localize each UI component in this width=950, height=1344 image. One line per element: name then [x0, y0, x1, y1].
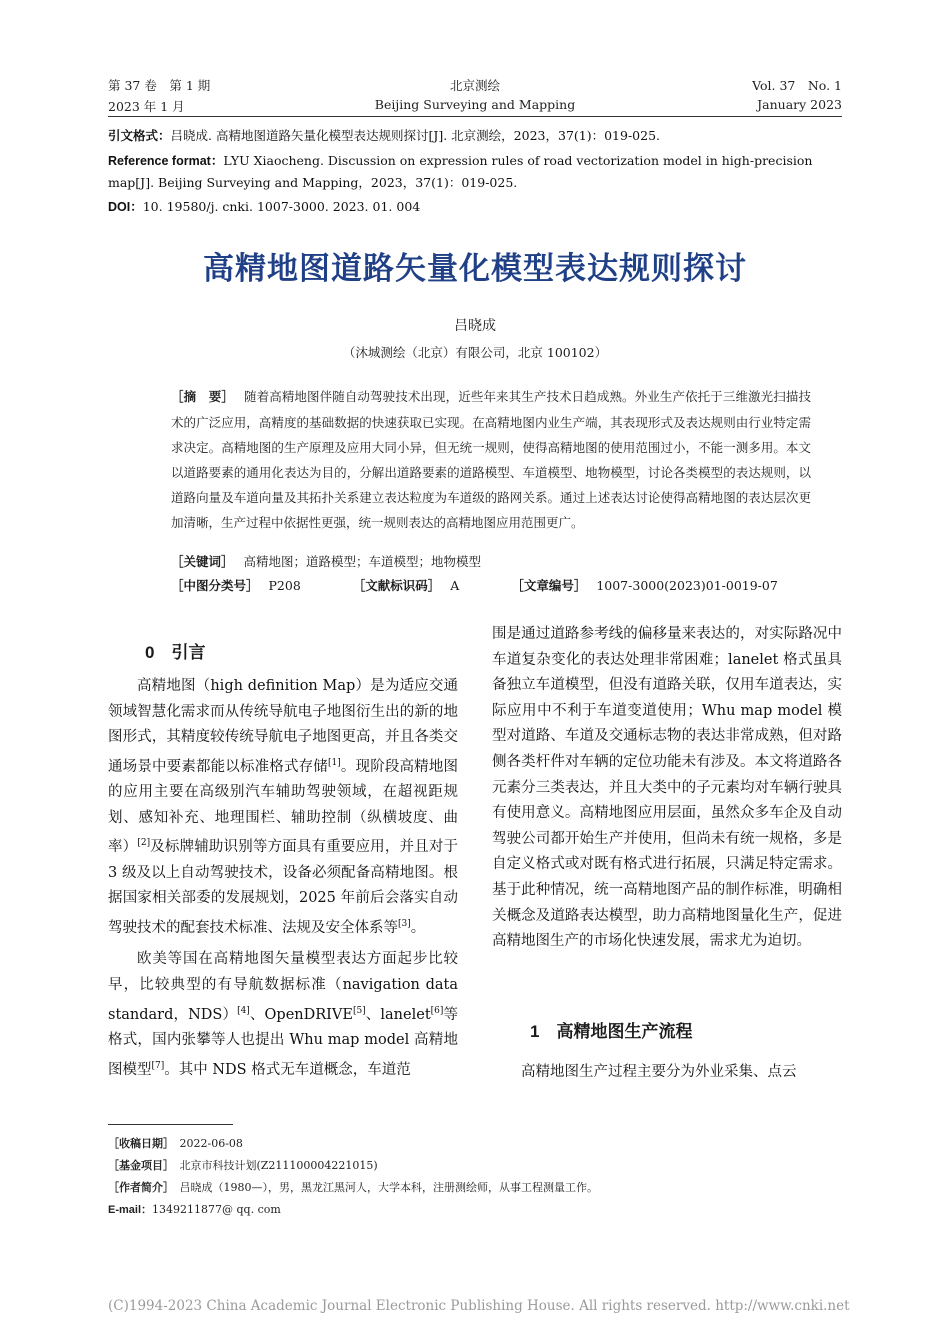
email-label: E-mail： — [108, 1204, 153, 1216]
intro-p2-b: 、OpenDRIVE — [249, 1006, 353, 1023]
doc-code-value: A — [450, 578, 460, 593]
citation-en-label: Reference format： — [108, 154, 224, 168]
section-1-heading: 1 高精地图生产流程 — [530, 1022, 693, 1041]
ref-6: [6] — [430, 1005, 444, 1016]
bio-label: ［作者简介］ — [108, 1182, 169, 1194]
author: 吕晓成 — [454, 318, 496, 334]
bio-value: 吕晓成（1980—），男，黑龙江黑河人，大学本科，注册测绘师，从事工程测量工作。 — [179, 1181, 598, 1194]
intro-p1-c: 及标牌辅助识别等方面具有重要应用，并且对于 3 级及以上自动驾驶技术，设备必须配备高精地图。根据国家相关部委的发展规划，2025 年前后会落实自动驾驶技术的配套技术标准、法规及安全体系等 — [108, 839, 459, 936]
citation-cn — [108, 125, 842, 147]
header-date: 2023 年 1 月 — [108, 99, 185, 114]
abstract — [171, 384, 811, 535]
intro-p1-b: 。现阶段高精地图的应用主要在高级别汽车辅助驾驶领域，在超视距规划、感知补充、地理围栏、辅助控制（纵横坡度、曲率） — [108, 758, 459, 856]
article-no-label: ［文章编号］ — [511, 579, 587, 593]
section-0-heading: 0 引言 — [145, 643, 206, 662]
section-1-paragraph-1: 高精地图生产过程主要分为外业采集、点云 — [521, 1064, 797, 1080]
intro-p1-d: 。 — [410, 919, 426, 936]
left-column — [108, 674, 458, 1083]
footnote-email — [108, 1200, 842, 1220]
ref-1: [1] — [327, 757, 341, 768]
copyright-notice: (C)1994-2023 China Academic Journal Electronic Publishing House. All rights reserved. http://www.cnki.net — [108, 1298, 850, 1314]
header-volume-en: Vol. 37 No. 1 — [752, 78, 842, 93]
citation-cn-label: 引文格式： — [108, 129, 171, 143]
ref-4: [4] — [237, 1005, 250, 1016]
citation-en — [108, 150, 842, 194]
doi — [108, 196, 842, 218]
intro-paragraph-1 — [108, 674, 458, 941]
doi-label: DOI： — [108, 200, 143, 214]
keywords-text: 高精地图；道路模型；车道模型；地物模型 — [243, 554, 482, 569]
received-label: ［收稿日期］ — [108, 1138, 169, 1150]
ref-7: [7] — [151, 1060, 165, 1071]
section-1-body — [492, 1060, 842, 1086]
fund-value: 北京市科技计划(Z211100004221015) — [179, 1159, 378, 1172]
footnote-rule — [108, 1124, 233, 1125]
abstract-text: 随着高精地图伴随自动驾驶技术出现，近些年来其生产技术日趋成熟。外业生产依托于三维激光扫描技术的广泛应用，高精度的基础数据的快速获取已实现。在高精地图内业生产端，其表现形式及表达规则由行业特定需求决定。高精地图的生产原理及应用大同小异，但无统一规则，使得高精地图的使用范围过小，不能一测多用。本文以道路要素的通用化表达为目的，分解出道路要素的道路模型、车道模型、地物模型，讨论各类模型的表达规则，以道路向量及车道向量及其拓扑关系建立表达粒度为车道级的路网关系。通过上述表达讨论使得高精地图的表达层次更加清晰，生产过程中依据性更强，统一规则表达的高精地图应用范围更广。 — [171, 389, 811, 530]
right-column — [492, 622, 842, 955]
intro-p2-a: 欧美等国在高精地图矢量模型表达方面起步比较早，比较典型的有导航数据标准（navigation data standard，NDS） — [108, 951, 458, 1023]
paper-title: 高精地图道路矢量化模型表达规则探讨 — [203, 251, 747, 287]
footnote-received — [108, 1134, 842, 1154]
journal-name-cn: 北京测绘 — [449, 78, 500, 93]
header-date-en: January 2023 — [757, 97, 842, 112]
doi-value: 10. 19580/j. cnki. 1007-3000. 2023. 01. 004 — [142, 199, 421, 214]
fund-label: ［基金项目］ — [108, 1160, 169, 1172]
header-volume: 第 37 卷 第 1 期 — [108, 78, 211, 93]
intro-p2-e: 。其中 NDS 格式无车道概念，车道范 — [164, 1061, 411, 1078]
intro-p2-c: 、lanelet — [365, 1006, 431, 1023]
ref-5: [5] — [352, 1005, 366, 1016]
header-rule — [108, 116, 842, 117]
doc-code-label: ［文献标识码］ — [352, 579, 441, 593]
intro-paragraph-2 — [108, 947, 458, 1083]
keywords-label: ［关键词］ — [171, 555, 234, 569]
footnote-fund — [108, 1156, 842, 1176]
ref-3: [3] — [398, 919, 411, 929]
intro-p2-d: 等格式，国内张攀等人也提出 Whu map model 高精地图模型 — [108, 1006, 459, 1078]
footnote-author-bio — [108, 1178, 842, 1198]
citation-en-text: LYU Xiaocheng. Discussion on expression rules of road vectorization model in high-precision map[J]. Beijing Surveying and Mapping，2023，37(1)：019-025. — [108, 153, 813, 190]
abstract-label: ［摘 要］ — [171, 390, 235, 404]
intro-paragraph-2-cont: 围是通过道路参考线的偏移量来表达的，对实际路况中车道复杂变化的表达处理非常困难；lanelet 格式虽具备独立车道模型，但没有道路关联，仅用车道表达，实际应用中不利于车道变道使用；Whu map model 模型对道路、车道及交通标志物的表达非常成熟，但对路侧各类杆件对车辆的定位功能未有涉及。本文将道路各元素分三类表达，并且大类中的子元素均对车辆行驶具有使用意义。高精地图应用层面，虽然众多车企及自动驾驶公司都开始生产并使用，但尚未有统一规格，多是自定义格式或对既有格式进行拓展，只满足特定需求。基于此种情况，统一高精地图产品的制作标准，明确相关概念及道路表达模型，助力高精地图量化生产，促进高精地图生产的市场化快速发展，需求尤为迫切。 — [492, 626, 842, 950]
ref-2: [2] — [137, 838, 151, 849]
affiliation: （沐城测绘（北京）有限公司，北京 100102） — [342, 345, 608, 360]
classification — [171, 576, 778, 594]
journal-name-en: Beijing Surveying and Mapping — [374, 97, 576, 112]
citation-cn-text: 吕晓成. 高精地图道路矢量化模型表达规则探讨[J]. 北京测绘，2023，37(1)：019-025. — [170, 128, 661, 143]
keywords — [171, 552, 481, 570]
email-value: 1349211877@ qq. com — [152, 1203, 281, 1216]
clc-value: P208 — [268, 578, 301, 593]
article-no-value: 1007-3000(2023)01-0019-07 — [596, 578, 778, 593]
intro-p1-a: 高精地图（high definition Map）是为适应交通领域智慧化需求而从传统导航电子地图衍生出的新的地图形式，其精度较传统导航电子地图更高，并且各类交通场景中要素都能以标准格式存储 — [108, 678, 458, 775]
received-value: 2022-06-08 — [179, 1137, 243, 1150]
clc-label: ［中图分类号］ — [171, 579, 259, 593]
